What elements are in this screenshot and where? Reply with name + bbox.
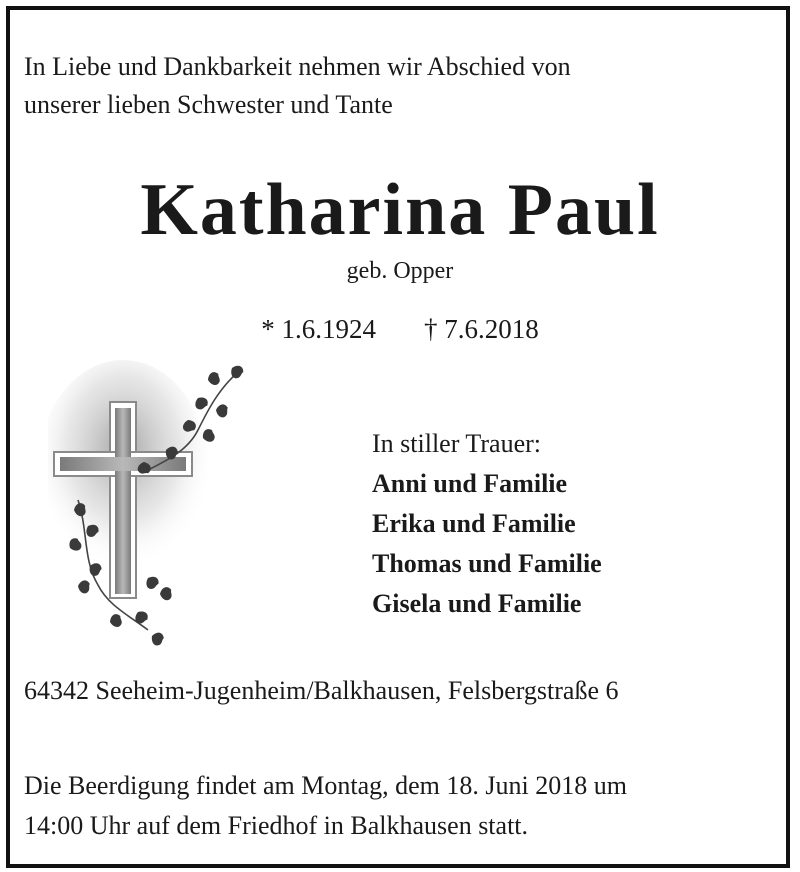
death-date: † 7.6.2018 bbox=[424, 314, 539, 344]
intro-text bbox=[24, 48, 764, 124]
deceased-name: Katharina Paul bbox=[140, 169, 660, 251]
cross-with-ivy-icon bbox=[48, 350, 258, 660]
life-dates bbox=[0, 312, 800, 346]
mourner-family: Anni und Familie bbox=[372, 469, 568, 498]
mourner-family: Erika und Familie bbox=[372, 509, 576, 538]
mourners-lead: In stiller Trauer: bbox=[372, 429, 541, 458]
mourner-family: Gisela und Familie bbox=[372, 589, 582, 618]
address: 64342 Seeheim-Jugenheim/Balkhausen, Felsbergstraße 6 bbox=[24, 676, 619, 705]
intro-line-1: In Liebe und Dankbarkeit nehmen wir Abschied von bbox=[24, 52, 571, 81]
funeral-line-2: 14:00 Uhr auf dem Friedhof in Balkhausen statt. bbox=[24, 811, 529, 840]
mourners-block bbox=[372, 424, 602, 624]
intro-line-2: unserer lieben Schwester und Tante bbox=[24, 90, 393, 119]
birth-date: * 1.6.1924 bbox=[261, 314, 376, 344]
funeral-notice bbox=[24, 766, 784, 846]
mourner-family: Thomas und Familie bbox=[372, 549, 602, 578]
maiden-name: geb. Opper bbox=[346, 258, 454, 284]
funeral-line-1: Die Beerdigung findet am Montag, dem 18. Juni 2018 um bbox=[24, 771, 627, 800]
